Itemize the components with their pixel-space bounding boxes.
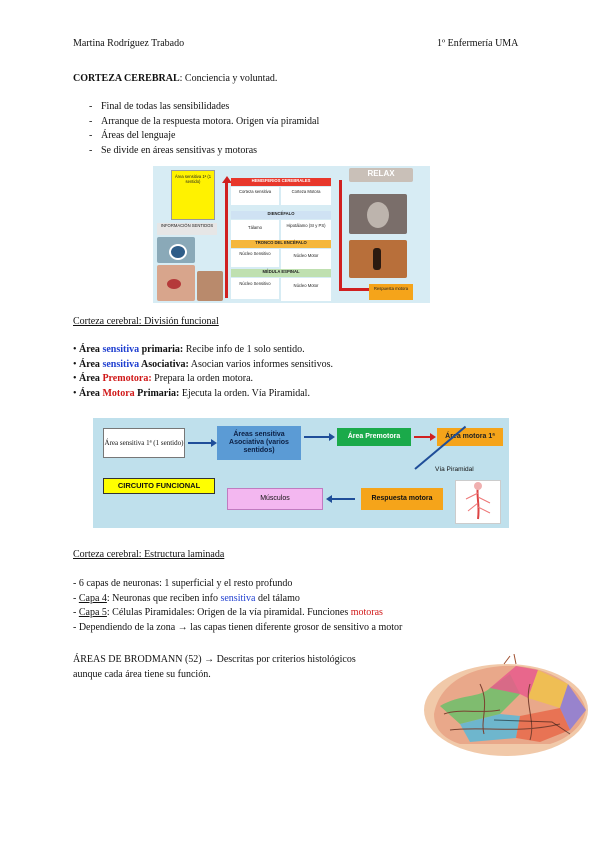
stress-photo [349, 194, 407, 234]
section-heading: Corteza cerebral: División funcional [73, 316, 219, 327]
row-right: Núcleo Motor [281, 249, 331, 269]
row-header: MÉDULA ESPINAL [231, 269, 331, 277]
yellow-box-label: Área sensitiva 1ª (1 sentido) [174, 174, 212, 184]
title-bold: CORTEZA CEREBRAL [73, 73, 180, 84]
relax-banner [349, 168, 413, 182]
arrow-right-icon [430, 433, 436, 441]
brain-illustration [420, 654, 592, 762]
spinal-cord-image [455, 480, 501, 524]
face-photo [157, 265, 195, 301]
sensitive-primary-box: Área sensitiva 1ª (1 sentido) [103, 428, 185, 458]
row-header: DIENCÉFALO [231, 211, 331, 219]
row-right: Hipotálamo (SI y PS) [281, 220, 331, 241]
info-label: INFORMACIÓN SENTIDOS [160, 223, 214, 228]
layers-line: - 6 capas de neuronas: 1 superficial y el resto profundo [73, 578, 293, 589]
vertical-arrow [225, 180, 228, 298]
arrow-3 [414, 436, 431, 438]
row-left: Tálamo [231, 220, 279, 243]
laminar-lines [73, 577, 402, 635]
runner-photo [349, 240, 407, 278]
intro-list [73, 100, 319, 158]
circuit-label-box: CIRCUITO FUNCIONAL [103, 478, 215, 494]
arrow-right-icon [211, 439, 217, 447]
bullet-motor-primary: • Área Motora Primaria: Ejecuta la orden. Vía Piramidal. [73, 387, 310, 399]
arrow-1 [188, 442, 212, 444]
motor-box: Área motora 1ª [437, 428, 503, 446]
motor-response-box: Respuesta motora [361, 488, 443, 510]
associative-box: Áreas sensitiva Asociativa (varios sentidos) [217, 426, 301, 460]
functional-bullets [73, 343, 333, 401]
brodmann-text [73, 653, 356, 682]
arrow-2 [304, 436, 330, 438]
bullet-premotor: • Área Premotora: Prepara la orden motora. [73, 373, 254, 384]
brodmann-line: ÁREAS DE BRODMANN (52) → Descritas por criterios histológicos [73, 654, 356, 665]
arrow-left-icon [326, 495, 332, 503]
vertical-arrow-right [339, 180, 342, 290]
premotor-box: Área Premotora [337, 428, 411, 446]
arrow-up-icon [222, 176, 232, 183]
sensitive-area-box [171, 170, 215, 220]
list-item: - Se divide en áreas sensitivas y motoras [73, 144, 319, 159]
course-name: 1º Enfermería UMA [437, 38, 519, 49]
list-item: - Arranque de la respuesta motora. Origen vía piramidal [73, 115, 319, 130]
page-title [73, 72, 277, 86]
arrow-4 [331, 498, 355, 500]
brodmann-line: aunque cada área tiene su función. [73, 668, 211, 680]
info-label-box [157, 223, 217, 235]
list-item: - Áreas del lenguaje [73, 129, 319, 144]
arrow-right-icon [329, 433, 335, 441]
eye-photo [157, 237, 195, 263]
horizontal-arrow [339, 288, 369, 291]
nervous-hierarchy-figure [153, 166, 430, 303]
functional-circuit-figure [93, 418, 509, 528]
via-label: Vía Piramidal [435, 466, 474, 473]
row-right: Núcleo Motor [281, 278, 331, 301]
relax-label: RELAX [367, 169, 395, 178]
list-item: - Final de todas las sensibilidades [73, 100, 319, 115]
section-heading: Corteza cerebral: Estructura laminada [73, 549, 225, 560]
row-left: Núcleo Sensitivo [231, 278, 279, 299]
muscles-box: Músculos [227, 488, 323, 510]
title-rest: : Conciencia y voluntad. [179, 73, 278, 84]
layer4-line: - Capa 4: Neuronas que reciben info sensitiva del tálamo [73, 592, 300, 604]
back-photo [197, 271, 223, 301]
author-name: Martina Rodríguez Trabado [73, 38, 185, 49]
row-right: Corteza Motora [281, 187, 331, 205]
bullet-sensitive-primary: • Área sensitiva primaria: Recibe info de 1 solo sentido. [73, 344, 305, 355]
row-left: Núcleo Sensitivo [231, 249, 279, 267]
layer5-line: - Capa 5: Células Piramidales: Origen de la vía piramidal. Funciones motoras [73, 607, 383, 618]
row-header: TRONCO DEL ENCÉFALO [231, 240, 331, 248]
row-header: HEMISFERIOS CEREBRALES [231, 178, 331, 186]
bullet-sensitive-associative: • Área sensitiva Asociativa: Asocian varios informes sensitivos. [73, 358, 333, 370]
response-box: Respuesta motora [369, 284, 413, 300]
thickness-line: - Dependiendo de la zona → las capas tienen diferente grosor de sensitivo a motor [73, 621, 403, 633]
row-left: Corteza sensitiva [231, 187, 279, 205]
